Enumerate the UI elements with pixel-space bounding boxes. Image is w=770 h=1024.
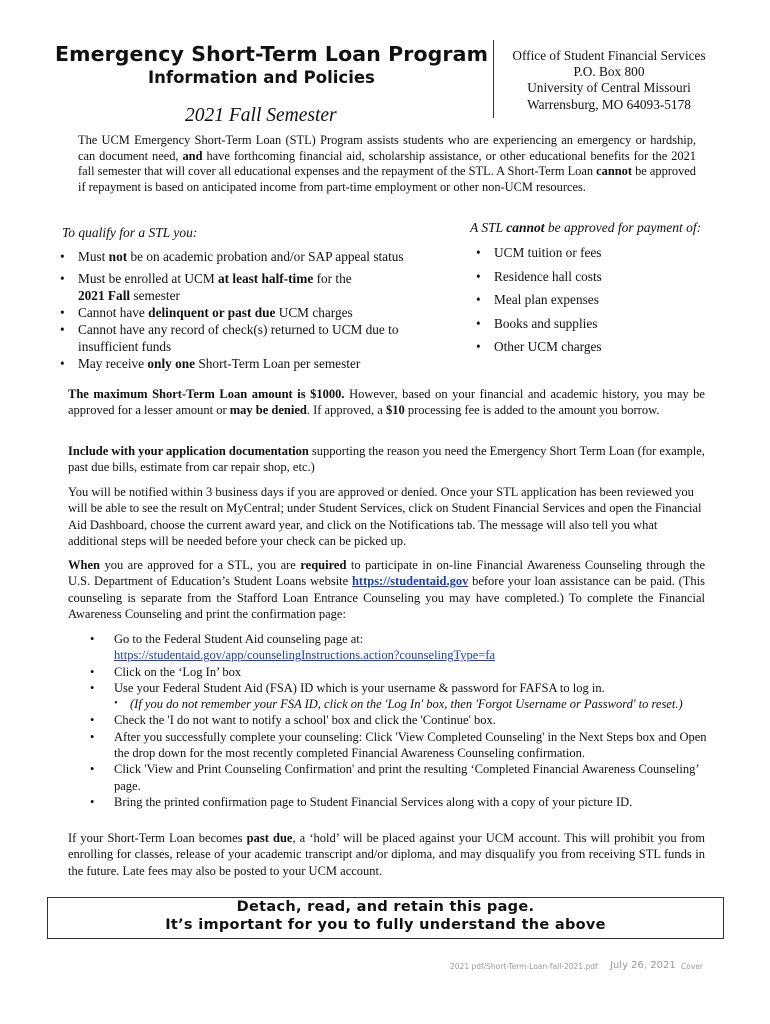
list-item: • Cannot have delinquent or past due UCM charges — [60, 305, 353, 320]
document-subtitle: Information and Policies — [148, 68, 375, 87]
header-divider — [493, 40, 494, 118]
footer-date: July 26, 2021 — [610, 960, 676, 971]
detach-notice — [47, 897, 724, 939]
list-item: • After you successfully complete your counseling: Click 'View Completed Counseling' in the Next Steps box and Open the drop down for the most recently completed Financial Awareness Counseling confirmation. — [90, 729, 707, 761]
include-paragraph: Include with your application documentation supporting the reason you need the Emergency Short Term Loan (for example, past due bills, estimate from car repair shop, etc.) — [68, 444, 705, 475]
maximum-paragraph: The maximum Short-Term Loan amount is $1000. However, based on your financial and academic history, you may be approved for a lesser amount or may be denied. If approved, a $10 processing fee is added to the amount you borrow. — [68, 387, 705, 418]
past-due-paragraph: If your Short-Term Loan becomes past due, a ‘hold’ will be placed against your UCM account. This will prohibit you from enrolling for classes, release of your academic transcript and/or diploma, and may disqualify you from receiving STL funds in the future. Late fees may also be posted to your UCM account. — [68, 831, 705, 878]
notify-paragraph: You will be notified within 3 business days if you are approved or denied. Once your STL application has been reviewed you will be able to see the result on MyCentral; under Student Services, click on Student Financial Services and open the Financial Aid Dashboard, choose the current award year, and click on the Notifications tab. The message will also tell you what additional steps will be needed before your check can be picked up. — [68, 485, 702, 548]
counseling-steps — [90, 631, 750, 810]
studentaid-link[interactable]: https://studentaid.gov — [351, 574, 469, 589]
detach-line: Detach, read, and retain this page. — [236, 899, 535, 915]
qualify-list — [60, 248, 440, 372]
document-title: Emergency Short-Term Loan Program — [55, 42, 489, 66]
list-item: • Click on the ‘Log In’ box — [90, 664, 242, 679]
list-item: • Go to the Federal Student Aid counseling page at: https://studentaid.gov/app/counselingInstructions.action?counselingType=fa — [90, 632, 496, 663]
list-item: • Residence hall costs — [476, 268, 602, 284]
list-item: • Books and supplies — [476, 315, 598, 331]
list-item: • Other UCM charges — [476, 339, 602, 354]
semester-heading: 2021 Fall Semester — [185, 105, 337, 126]
list-item: • Use your Federal Student Aid (FSA) ID which is your username & password for FAFSA to log in. — [90, 680, 605, 695]
list-item: • (If you do not remember your FSA ID, click on the 'Log In' box, then 'Forgot Username or Password' to reset.) — [114, 697, 683, 712]
list-item: • Must not be on academic probation and/or SAP appeal status — [60, 249, 404, 264]
qualify-heading: To qualify for a STL you: — [62, 225, 198, 240]
detach-line: It’s important for you to fully understand the above — [165, 917, 606, 933]
list-item: • Click 'View and Print Counseling Confirmation' and print the resulting ‘Completed Financial Awareness Counseling’ page. — [90, 762, 699, 793]
cannot-heading: A STL cannot be approved for payment of: — [470, 220, 702, 235]
office-line: University of Central Missouri — [527, 80, 691, 96]
list-item: • Meal plan expenses — [476, 292, 599, 307]
cannot-list — [476, 244, 716, 362]
footer-cover-label: Cover — [681, 962, 703, 971]
list-item: • Must be enrolled at UCM at least half-time for the 2021 Fall semester — [60, 271, 352, 303]
office-line: Warrensburg, MO 64093-5178 — [527, 96, 691, 112]
office-line: P.O. Box 800 — [573, 64, 645, 80]
list-item: • Bring the printed confirmation page to Student Financial Services along with a copy of your picture ID. — [90, 794, 633, 809]
footer-filename: 2021 pdf/Short-Term-Loan-fall-2021.pdf — [450, 962, 598, 971]
counseling-paragraph: When you are approved for a STL, you are required to participate in on-line Financial Awareness Counseling through the U.S. Department of Education’s Student Loans website https://studentaid.gov before your loan assistance can be paid. (This counseling is separate from the Stafford Loan Entrance Counseling you may have completed.) To complete the Financial Awareness Counseling and print the confirmation page: — [68, 558, 705, 621]
list-item: • May receive only one Short-Term Loan per semester — [60, 356, 361, 371]
office-line: Office of Student Financial Services — [512, 48, 706, 63]
list-item: • Cannot have any record of check(s) returned to UCM due to insufficient funds — [60, 322, 399, 354]
intro-paragraph: The UCM Emergency Short-Term Loan (STL) Program assists students who are experiencing an emergency or hardship, can document need, and have forthcoming financial aid, scholarship assistance, or other educational benefits for the 2021 fall semester that will cover all educational expenses and the repayment of the STL. A Short-Term Loan cannot be approved if repayment is based on anticipated income from part-time employment or other non-UCM resources. — [78, 133, 696, 194]
list-item: • UCM tuition or fees — [476, 245, 602, 260]
counseling-link[interactable]: https://studentaid.gov/app/counselingInstructions.action?counselingType=fa — [114, 648, 496, 663]
list-item: • Check the 'I do not want to notify a school' box and click the 'Continue' box. — [90, 713, 496, 728]
office-address — [500, 48, 718, 113]
